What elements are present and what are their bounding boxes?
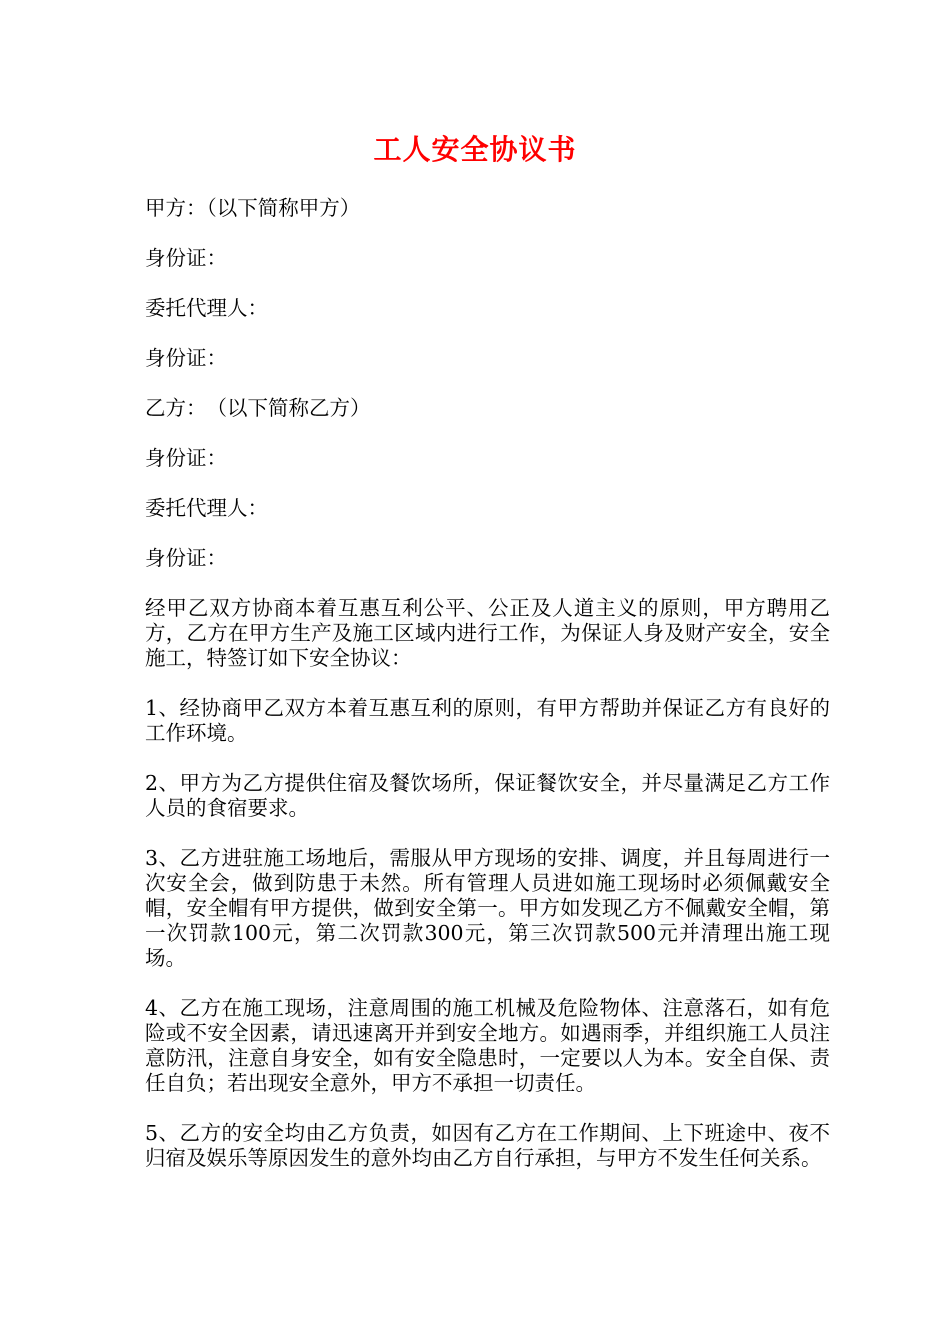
document-title: 工人安全协议书 (373, 133, 577, 166)
party-b-agent-field: 委托代理人： (145, 496, 268, 520)
clause-2: 2、甲方为乙方提供住宿及餐饮场所，保证餐饮安全，并尽量满足乙方工作人员的食宿要求。 (145, 771, 830, 820)
party-b-id-field: 身份证： (145, 446, 227, 470)
party-a-agent-field: 委托代理人： (145, 296, 268, 320)
party-b-agent-id-field: 身份证： (145, 546, 227, 570)
clause-5: 5、乙方的安全均由乙方负责，如因有乙方在工作期间、上下班途中、夜不归宿及娱乐等原因发生的意外均由乙方自行承担，与甲方不发生任何关系。 (145, 1121, 830, 1170)
party-a-id-field: 身份证： (145, 246, 227, 270)
clause-4: 4、乙方在施工现场，注意周围的施工机械及危险物体、注意落石，如有危险或不安全因素，请迅速离开并到安全地方。如遇雨季，并组织施工人员注意防汛，注意自身安全，如有安全隐患时，一定要以人为本。安全自保、责任自负；若出现安全意外，甲方不承担一切责任。 (145, 996, 830, 1095)
party-b-field: 乙方： （以下简称乙方） (145, 396, 371, 420)
party-a-field: 甲方：（以下简称甲方） (145, 196, 361, 220)
clause-3: 3、乙方进驻施工场地后，需服从甲方现场的安排、调度，并且每周进行一次安全会，做到防患于未然。所有管理人员进如施工现场时必须佩戴安全帽，安全帽有甲方提供，做到安全第一。甲方如发现乙方不佩戴安全帽，第一次罚款100元，第二次罚款300元，第三次罚款500元并清理出施工现场。 (145, 846, 830, 970)
intro-paragraph: 经甲乙双方协商本着互惠互利公平、公正及人道主义的原则，甲方聘用乙方，乙方在甲方生产及施工区域内进行工作，为保证人身及财产安全，安全施工，特签订如下安全协议： (145, 596, 830, 670)
document-body (145, 196, 830, 1196)
party-a-agent-id-field: 身份证： (145, 346, 227, 370)
clause-1: 1、经协商甲乙双方本着互惠互利的原则，有甲方帮助并保证乙方有良好的工作环境。 (145, 696, 830, 745)
